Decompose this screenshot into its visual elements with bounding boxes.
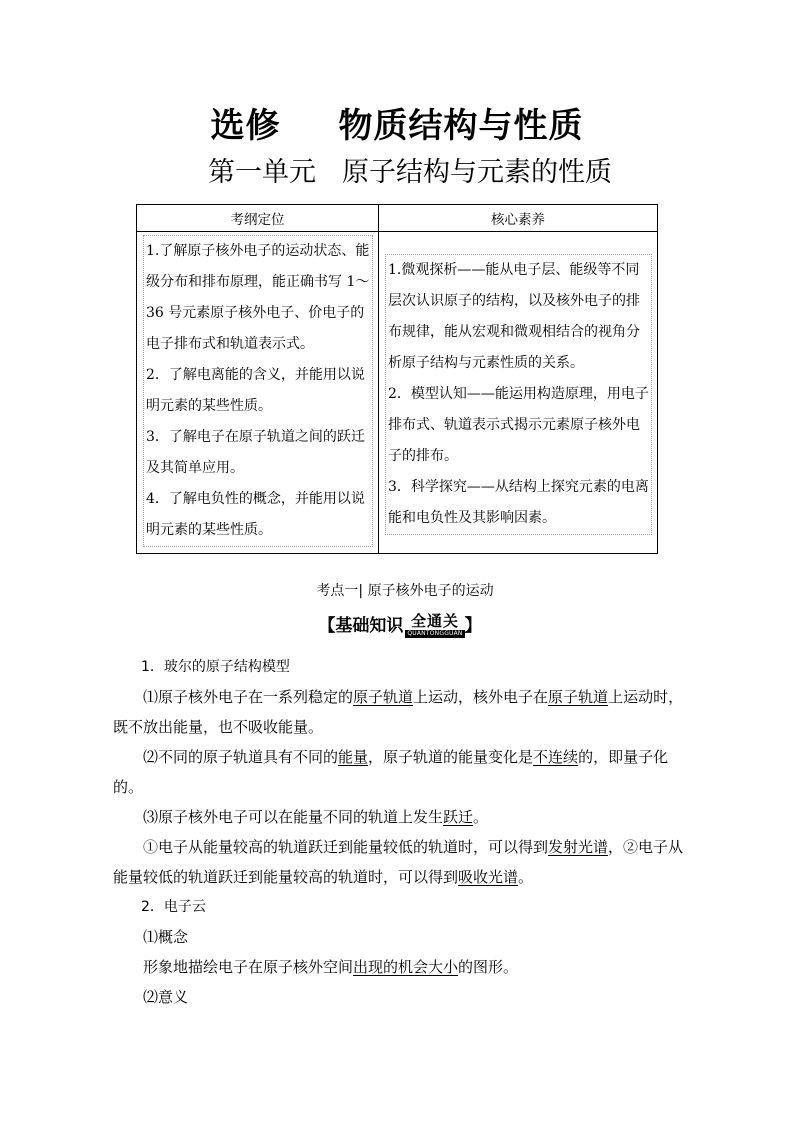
section1-heading: 1．玻尔的原子结构模型 (141, 659, 290, 675)
point-heading (0, 580, 794, 600)
body-content (113, 652, 685, 1012)
unit-name: 原子结构与元素的性质 (342, 157, 612, 188)
banner-text: 基础知识 (335, 616, 404, 636)
unit-label: 第一单元 (208, 157, 316, 188)
section2-sub2: ⑵意义 (143, 988, 189, 1006)
core-item: 3．科学探究——从结构上探究元素的电离能和电负性及其影响因素。 (388, 479, 649, 526)
core-item: 2．模型认知——能运用构造原理，用电子排布式、轨道表示式揭示元素原子核外电子的排布。 (388, 386, 649, 464)
badge-main: 全通关 (410, 612, 459, 630)
section2-sub1: ⑴概念 (143, 928, 189, 946)
section1-paragraph: ①电子从能量较高的轨道跃迁到能量较低的轨道时，可以得到发射光谱，②电子从能量较低的轨道跃迁到能量较高的轨道时，可以得到吸收光谱。 (113, 838, 684, 886)
outline-left-cell (137, 232, 379, 554)
fill-blank: 能量 (338, 748, 369, 766)
section1-paragraph: ⑴原子核外电子在一系列稳定的原子轨道上运动，核外电子在原子轨道上运动时，既不放出能量，也不吸收能量。 (113, 688, 684, 736)
outline-item: 1.了解原子核外电子的运动状态、能级分布和排布原理，能正确书写 1～36 号元素原子核外电子、价电子的电子排布式和轨道表示式。 (146, 243, 370, 352)
fill-blank: 跃迁 (443, 808, 474, 826)
section1-paragraph: ⑶原子核外电子可以在能量不同的轨道上发生跃迁。 (143, 808, 489, 826)
fill-blank: 原子轨道 (353, 688, 414, 706)
basic-knowledge-banner (0, 611, 794, 638)
fill-blank: 出现的机会大小 (353, 958, 459, 976)
section2-heading: 2．电子云 (141, 899, 206, 915)
header-core: 核心素养 (379, 205, 658, 232)
outline-table (136, 204, 658, 554)
title-part2: 物质结构与性质 (338, 106, 584, 146)
fill-blank: 不连续 (533, 748, 579, 766)
point-text: 原子核外电子的运动 (367, 583, 494, 599)
bracket-close: 】 (464, 616, 482, 636)
title-part1: 选修 (210, 106, 281, 146)
section2-paragraph: 形象地描绘电子在原子核外空间出现的机会大小的图形。 (143, 958, 519, 976)
unit-title (0, 150, 794, 189)
quantongguan-badge (405, 614, 464, 638)
fill-blank: 原子轨道 (548, 688, 609, 706)
page-title (0, 98, 794, 147)
core-right-cell (379, 232, 658, 554)
outline-item: 4．了解电负性的概念，并能用以说明元素的某些性质。 (146, 491, 365, 538)
section1-paragraph: ⑵不同的原子轨道具有不同的能量，原子轨道的能量变化是不连续的，即量子化的。 (113, 748, 669, 796)
bracket-open: 【 (318, 616, 336, 636)
outline-item: 2．了解电离能的含义，并能用以说明元素的某些性质。 (146, 367, 365, 414)
badge-sub: QUANTONGGUAN (407, 630, 463, 637)
fill-blank: 吸收光谱 (458, 868, 519, 886)
core-item: 1.微观探析——能从电子层、能级等不同层次认识原子的结构，以及核外电子的排布规律，能从宏观和微观相结合的视角分析原子结构与元素性质的关系。 (388, 262, 640, 371)
header-outline: 考纲定位 (137, 205, 379, 232)
outline-item: 3．了解电子在原子轨道之间的跃迁及其简单应用。 (146, 429, 365, 476)
fill-blank: 发射光谱 (548, 838, 609, 856)
point-label: 考点一| (316, 583, 364, 599)
